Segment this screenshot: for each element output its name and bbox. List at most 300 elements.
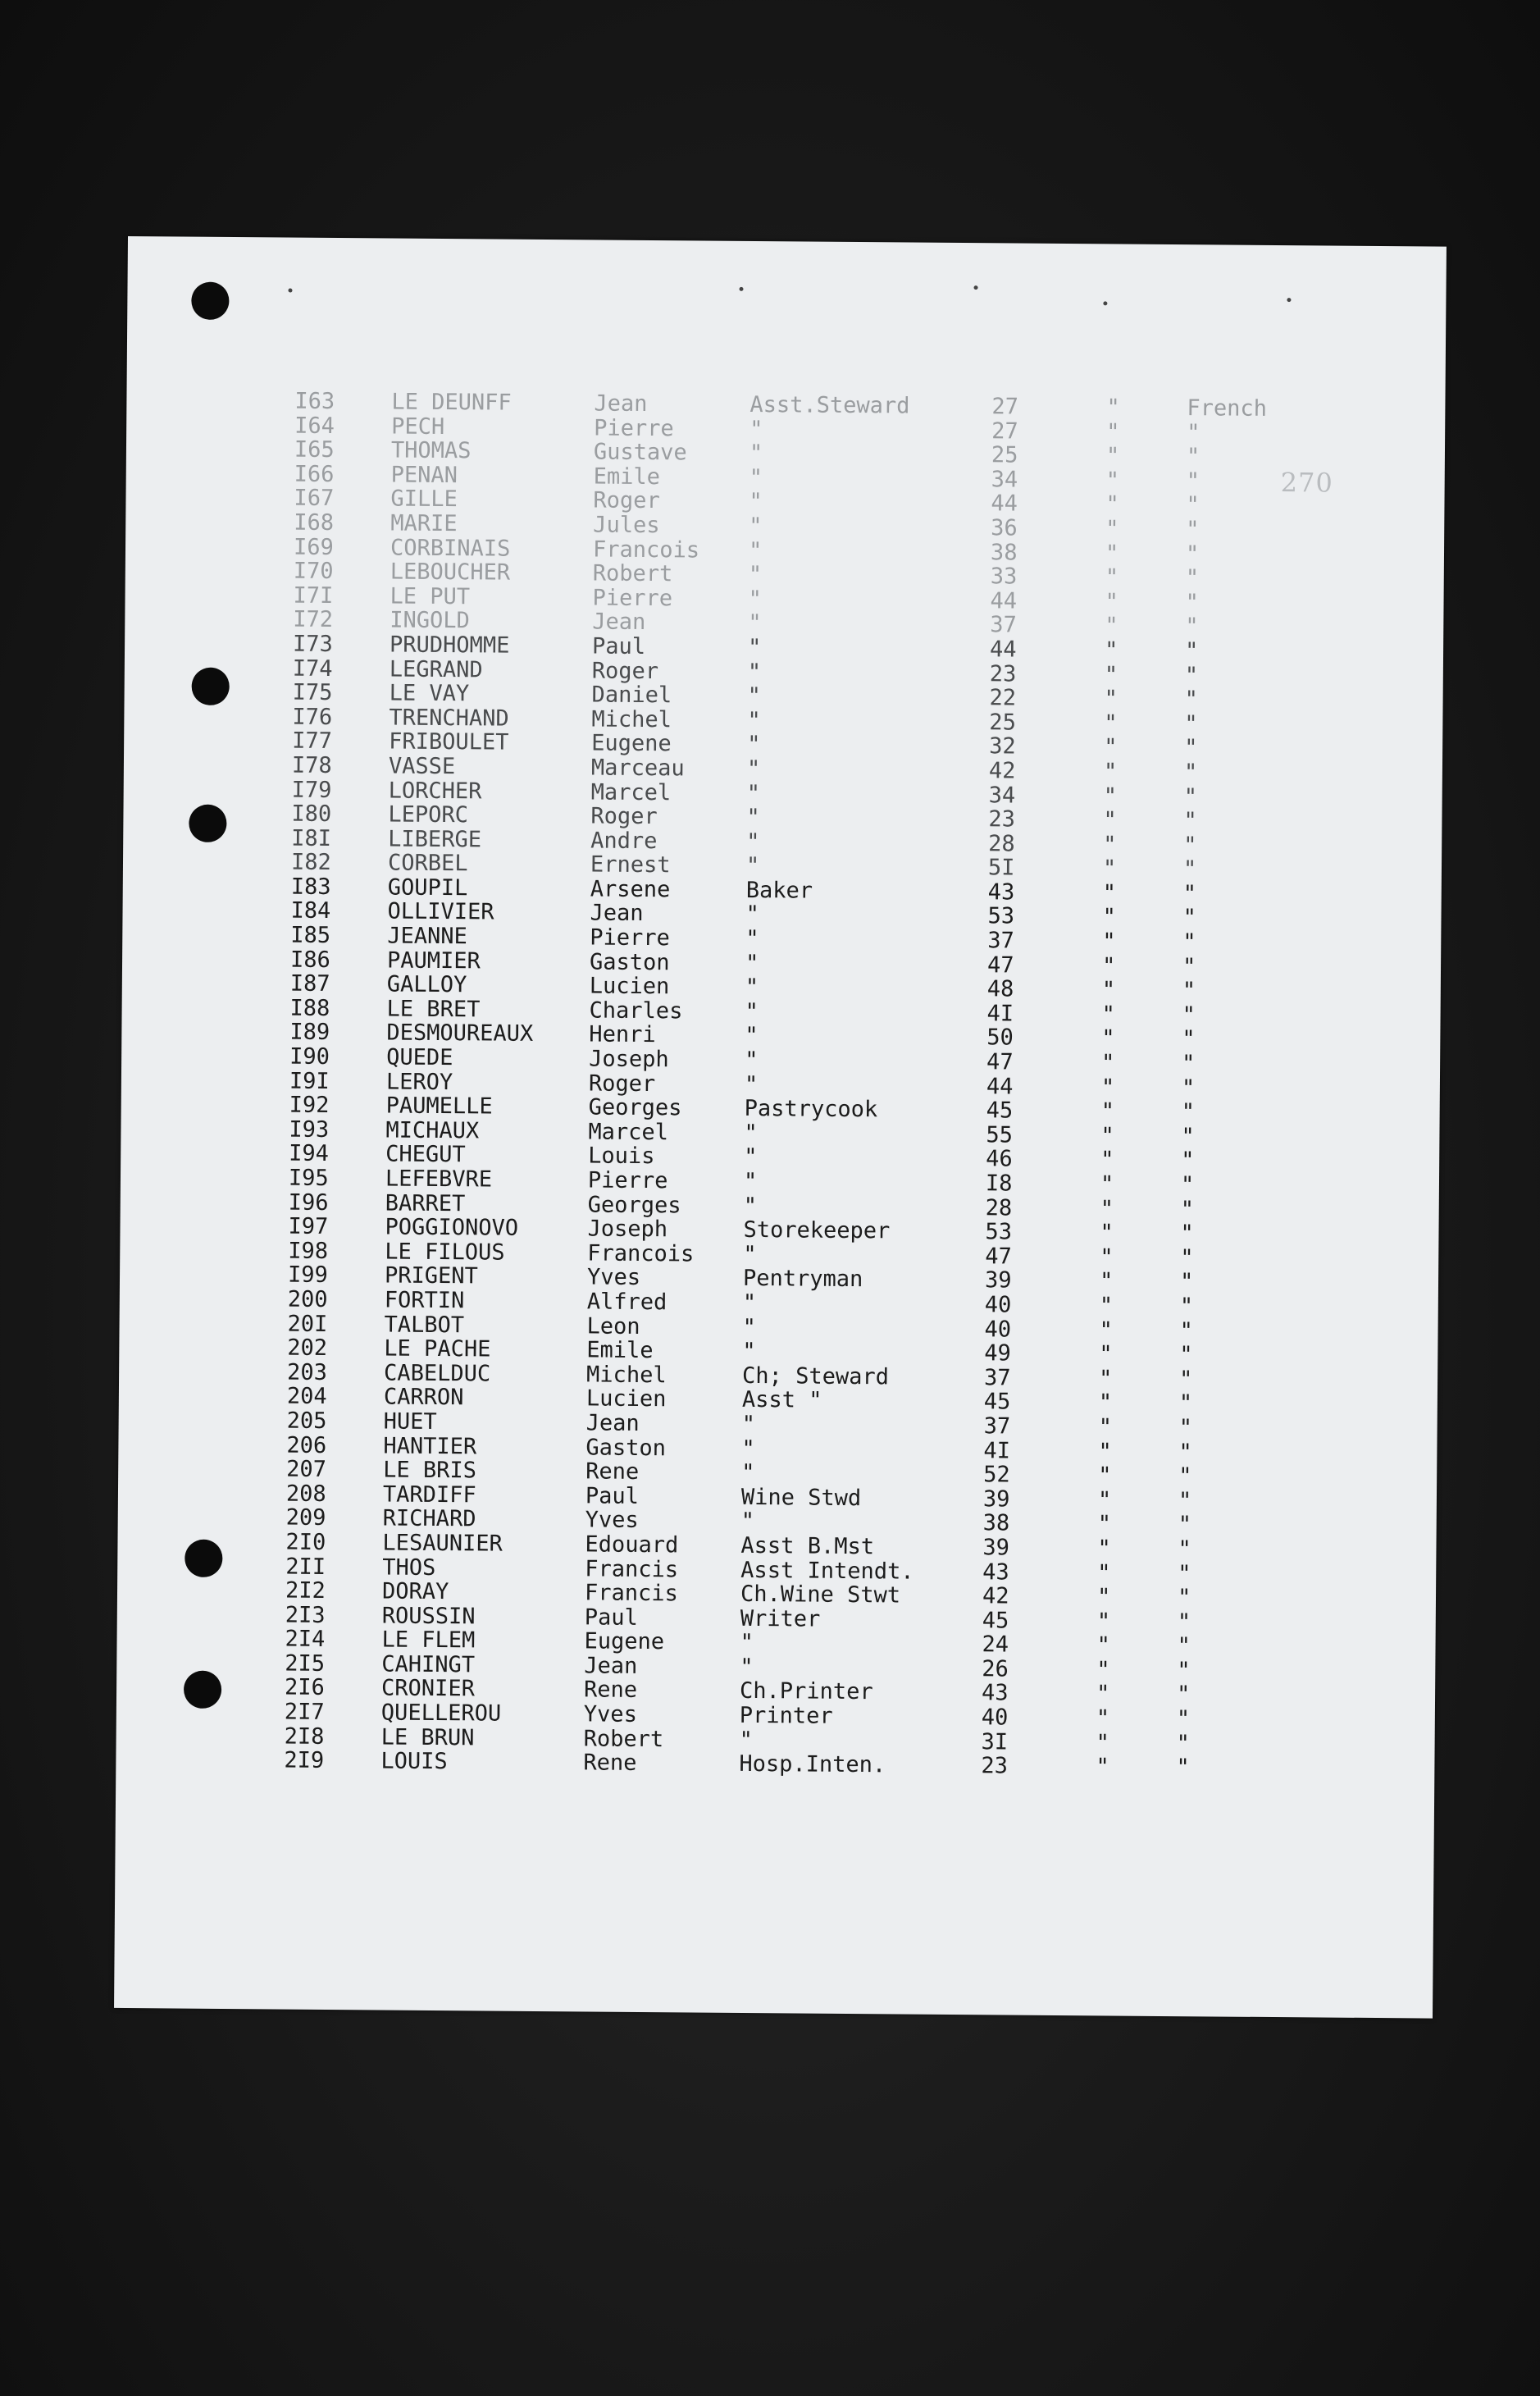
first-name: Pierre [594, 415, 674, 441]
ditto-mark: " [1098, 1366, 1113, 1392]
nationality: " [1182, 856, 1197, 883]
first-name: Daniel [591, 682, 672, 709]
age: 22 [989, 685, 1017, 711]
nationality: " [1186, 468, 1201, 495]
surname: ROUSSIN [381, 1603, 476, 1630]
age: 39 [984, 1267, 1012, 1294]
first-name: Emile [586, 1337, 654, 1364]
entry-number: 202 [287, 1335, 328, 1362]
first-name: Emile [593, 463, 661, 490]
ditto-mark: " [1096, 1754, 1109, 1780]
nationality: " [1178, 1536, 1191, 1563]
ditto-mark: " [1102, 880, 1117, 906]
entry-number: I89 [289, 1020, 330, 1046]
age: 4I [983, 1437, 1011, 1464]
entry-number: 2I6 [284, 1675, 326, 1701]
surname: CHEGUT [385, 1141, 466, 1168]
age: 50 [986, 1025, 1014, 1051]
first-name: Alfred [586, 1289, 667, 1316]
entry-number: 207 [286, 1456, 327, 1483]
nationality: " [1176, 1730, 1190, 1756]
age: 47 [986, 952, 1014, 979]
ditto-mark: " [1098, 1438, 1112, 1464]
age: 27 [991, 394, 1019, 420]
nationality: " [1177, 1633, 1191, 1659]
nationality: " [1184, 710, 1198, 737]
ditto-mark: " [1103, 807, 1117, 833]
first-name: Robert [583, 1726, 664, 1752]
first-name: Michel [585, 1362, 667, 1388]
ditto-mark: " [1105, 443, 1120, 469]
age: 52 [983, 1462, 1010, 1488]
ditto-mark: " [1096, 1681, 1110, 1707]
first-name: Jules [593, 512, 660, 539]
nationality: " [1180, 1221, 1194, 1247]
first-name: Louis [588, 1143, 655, 1170]
surname: QUEDE [386, 1044, 453, 1071]
rating: " [746, 755, 761, 782]
age: 39 [982, 1535, 1010, 1561]
first-name: Marcel [588, 1119, 669, 1146]
nationality: " [1185, 589, 1199, 616]
first-name: Joseph [587, 1216, 668, 1243]
nationality: " [1177, 1585, 1191, 1611]
ditto-mark: " [1105, 516, 1119, 542]
ditto-mark: " [1105, 540, 1119, 567]
rating: Asst.Steward [749, 391, 910, 419]
nationality: " [1176, 1755, 1190, 1781]
surname: HANTIER [383, 1433, 477, 1459]
entry-number: I9I [289, 1068, 330, 1094]
first-name: Paul [585, 1483, 640, 1509]
entry-number: 2I9 [284, 1747, 325, 1774]
entry-number: I63 [294, 388, 335, 414]
first-name: Roger [590, 803, 658, 830]
binder-hole [192, 668, 230, 705]
age: 28 [988, 830, 1015, 857]
rating: Baker [745, 877, 813, 904]
nationality: " [1178, 1415, 1193, 1441]
ditto-mark: " [1100, 1098, 1115, 1125]
entry-number: I83 [290, 874, 331, 900]
entry-number: I87 [289, 970, 330, 997]
entry-number: I76 [292, 704, 333, 730]
surname: JEANNE [387, 923, 467, 950]
rating: " [749, 489, 763, 515]
ditto-mark: " [1099, 1317, 1113, 1344]
surname: LE BRIS [383, 1457, 477, 1484]
entry-number: 206 [286, 1432, 327, 1458]
age: 4I [986, 1001, 1014, 1027]
surname: LEGRAND [389, 656, 483, 682]
age: 40 [981, 1705, 1009, 1731]
rating: " [747, 634, 762, 661]
nationality: " [1177, 1609, 1191, 1635]
nationality: " [1179, 1342, 1193, 1368]
ditto-mark: " [1102, 856, 1117, 882]
rating: " [747, 659, 762, 685]
entry-number: 200 [287, 1286, 328, 1312]
nationality: " [1185, 541, 1200, 567]
age: 44 [991, 491, 1018, 517]
surname: LEFEBVRE [385, 1166, 493, 1193]
surname: GOUPIL [387, 874, 468, 901]
ditto-mark: " [1096, 1584, 1111, 1610]
ditto-mark: " [1100, 1147, 1114, 1173]
rating: " [746, 828, 760, 855]
nationality: " [1180, 1244, 1194, 1271]
speck [1103, 301, 1107, 305]
ditto-mark: " [1106, 418, 1120, 445]
entry-number: I97 [288, 1213, 329, 1240]
nationality: " [1182, 905, 1196, 931]
age: 37 [990, 612, 1017, 638]
binder-hole [189, 805, 226, 842]
entry-number: I79 [291, 777, 332, 803]
ditto-mark: " [1096, 1729, 1109, 1756]
ditto-mark: " [1104, 686, 1118, 712]
entry-number: I99 [287, 1262, 328, 1289]
crew-list [284, 390, 1278, 1781]
age: 23 [981, 1753, 1009, 1779]
ditto-mark: " [1098, 1463, 1112, 1489]
first-name: Marceau [590, 755, 685, 782]
rating: " [742, 1289, 757, 1317]
ditto-mark: " [1099, 1268, 1114, 1294]
nationality: " [1185, 565, 1200, 591]
age: 39 [982, 1486, 1010, 1513]
nationality: " [1181, 1148, 1195, 1174]
age: 42 [988, 758, 1016, 784]
rating: " [745, 950, 759, 976]
nationality: " [1184, 662, 1199, 688]
age: 37 [983, 1413, 1011, 1440]
first-name: Robert [592, 560, 673, 587]
nationality: " [1181, 1075, 1196, 1101]
nationality: " [1181, 1123, 1195, 1150]
age: 40 [984, 1316, 1012, 1343]
age: 37 [987, 928, 1014, 954]
entry-number: I66 [294, 461, 335, 487]
age: 47 [985, 1244, 1012, 1270]
surname: CAHINGT [381, 1651, 476, 1678]
rating: " [747, 683, 762, 710]
binder-hole [184, 1671, 221, 1709]
ditto-mark: " [1104, 637, 1119, 664]
surname: LESAUNIER [382, 1530, 503, 1557]
entry-number: I64 [294, 413, 335, 439]
age: 53 [987, 903, 1015, 929]
rating: " [748, 610, 762, 637]
nationality: " [1178, 1560, 1191, 1586]
entry-number: I69 [293, 534, 334, 560]
surname: MICHAUX [385, 1117, 480, 1144]
nationality: " [1181, 1051, 1196, 1077]
ditto-mark: " [1098, 1414, 1113, 1440]
entry-number: 20I [287, 1311, 328, 1337]
surname: QUELLEROU [380, 1700, 502, 1727]
nationality: " [1182, 881, 1197, 907]
surname: LEBOUCHER [390, 559, 511, 586]
rating: Pastrycook [744, 1096, 878, 1123]
age: 44 [989, 637, 1017, 663]
nationality: " [1181, 1099, 1196, 1125]
ditto-mark: " [1103, 783, 1118, 809]
document-page [114, 236, 1447, 2019]
surname: LE FILOUS [385, 1239, 505, 1266]
ditto-mark: " [1105, 564, 1119, 591]
surname: PAUMELLE [385, 1093, 493, 1120]
first-name: Joseph [589, 1046, 669, 1073]
surname: PRUDHOMME [389, 632, 510, 659]
entry-number: I82 [290, 849, 331, 876]
nationality: " [1178, 1366, 1193, 1392]
surname: VASSE [388, 753, 456, 780]
rating: " [740, 1654, 754, 1680]
first-name: Leon [586, 1312, 640, 1339]
surname: GALLOY [386, 971, 467, 998]
rating: " [742, 1314, 756, 1340]
surname: DESMOUREAUX [386, 1020, 534, 1047]
rating: " [743, 1193, 758, 1219]
entry-number: I70 [293, 558, 334, 585]
nationality: " [1184, 735, 1198, 761]
nationality: " [1178, 1463, 1192, 1490]
age: 5I [987, 855, 1015, 881]
age: 43 [981, 1680, 1009, 1706]
nationality: " [1187, 419, 1201, 445]
surname: TARDIFF [382, 1481, 476, 1508]
first-name: Roger [588, 1070, 656, 1097]
ditto-mark: " [1105, 468, 1120, 494]
rating: Printer [739, 1702, 833, 1729]
ditto-mark: " [1099, 1293, 1114, 1319]
entry-number: I80 [291, 801, 332, 828]
first-name: Michel [591, 706, 672, 732]
entry-number: 205 [286, 1408, 327, 1434]
surname: TALBOT [384, 1312, 465, 1338]
rating: " [747, 732, 761, 758]
age: 55 [986, 1122, 1014, 1148]
entry-number: I78 [291, 752, 332, 778]
surname: LE PUT [390, 583, 471, 610]
surname: LE VAY [389, 680, 470, 707]
surname: PENAN [390, 462, 458, 488]
ditto-mark: " [1097, 1487, 1112, 1513]
ditto-mark: " [1103, 832, 1117, 858]
entry-number: I88 [289, 995, 330, 1021]
nationality: " [1180, 1172, 1195, 1198]
nationality: " [1182, 1002, 1196, 1029]
first-name: Gaston [585, 1434, 667, 1461]
entry-number: 2I7 [284, 1699, 325, 1725]
first-name: Marcel [590, 778, 672, 806]
age: 36 [991, 515, 1018, 541]
first-name: Ernest [590, 851, 671, 879]
age: 48 [986, 976, 1014, 1002]
first-name: Georges [587, 1192, 681, 1218]
nationality: " [1183, 808, 1197, 834]
surname: LE PACHE [384, 1335, 491, 1362]
entry-number: I92 [289, 1092, 330, 1119]
age: 45 [982, 1607, 1009, 1634]
surname: DORAY [381, 1578, 449, 1605]
age: 42 [982, 1583, 1009, 1609]
binder-hole [191, 282, 229, 320]
first-name: Francis [584, 1580, 678, 1607]
surname: LOUIS [380, 1748, 448, 1775]
nationality: " [1185, 614, 1199, 640]
surname: LIBERGE [388, 826, 482, 853]
first-name: Rene [583, 1677, 638, 1704]
surname: THOS [382, 1554, 436, 1581]
ditto-mark: " [1105, 589, 1119, 615]
first-name: Arsene [590, 876, 671, 903]
surname: PECH [391, 413, 445, 440]
surname: LE DEUNFF [391, 389, 512, 416]
nationality: " [1176, 1682, 1191, 1708]
entry-number: 2I2 [285, 1577, 326, 1604]
surname: LEROY [385, 1069, 453, 1095]
rating: " [740, 1508, 755, 1535]
first-name: Georges [588, 1094, 682, 1121]
rating: " [744, 1120, 758, 1146]
ditto-mark: " [1105, 491, 1119, 518]
surname: PRIGENT [384, 1262, 478, 1289]
speck [1287, 298, 1291, 302]
first-name: Paul [584, 1604, 638, 1631]
nationality: " [1186, 492, 1200, 518]
rating: " [744, 1144, 758, 1171]
first-name: Charles [589, 997, 683, 1025]
rating: " [746, 805, 760, 831]
ditto-mark: " [1102, 904, 1116, 930]
ditto-mark: " [1100, 1244, 1114, 1271]
entry-number: I75 [292, 679, 333, 706]
ditto-mark: " [1101, 953, 1116, 979]
surname: POGGIONOVO [385, 1214, 519, 1241]
first-name: Jean [590, 900, 644, 927]
nationality: " [1182, 1026, 1196, 1052]
rating: " [749, 416, 763, 442]
ditto-mark: " [1098, 1390, 1113, 1416]
age: 38 [990, 539, 1018, 566]
entry-number: I94 [289, 1140, 330, 1167]
nationality: " [1186, 444, 1201, 470]
speck [288, 289, 292, 293]
nationality: " [1184, 687, 1198, 713]
rating: " [745, 926, 759, 952]
ditto-mark: " [1101, 1002, 1115, 1028]
age: 24 [982, 1632, 1009, 1658]
ditto-mark: " [1096, 1657, 1110, 1683]
ditto-mark: " [1104, 710, 1118, 737]
surname: LE BRUN [380, 1724, 475, 1751]
age: 44 [986, 1073, 1014, 1100]
entry-number: I67 [294, 485, 335, 512]
ditto-mark: " [1096, 1632, 1110, 1659]
speck [739, 287, 743, 291]
rating: " [743, 1241, 757, 1267]
age: 34 [988, 782, 1016, 809]
surname: CORBEL [387, 850, 468, 877]
first-name: Yves [585, 1507, 639, 1534]
age: 46 [986, 1146, 1013, 1172]
age: 49 [984, 1340, 1011, 1367]
age: 3I [981, 1728, 1009, 1755]
ditto-mark: " [1104, 661, 1119, 688]
first-name: Pierre [592, 585, 673, 611]
surname: LEPORC [388, 801, 469, 828]
first-name: Eugene [584, 1628, 665, 1655]
age: 33 [990, 564, 1018, 590]
entry-number: I8I [291, 825, 332, 851]
nationality: " [1179, 1269, 1194, 1295]
entry-number: I72 [293, 606, 334, 633]
nationality: " [1184, 638, 1199, 664]
entry-number: 2I3 [285, 1602, 326, 1628]
entry-number: 208 [285, 1481, 326, 1507]
surname: CRONIER [380, 1675, 476, 1702]
surname: MARIE [390, 510, 458, 537]
entry-number: I93 [289, 1116, 330, 1143]
surname: BARRET [385, 1190, 466, 1216]
rating: " [747, 707, 761, 733]
ditto-mark: " [1101, 977, 1116, 1003]
ditto-mark: " [1100, 1220, 1114, 1246]
age: 27 [991, 418, 1018, 445]
nationality: " [1182, 929, 1196, 956]
rating: " [748, 562, 763, 588]
first-name: Rene [585, 1458, 640, 1486]
entry-number: I95 [288, 1165, 329, 1191]
ditto-mark: " [1097, 1536, 1111, 1562]
surname: CABELDUC [384, 1360, 491, 1387]
page-number-stamp: 270 [1280, 467, 1333, 499]
ditto-mark: " [1100, 1074, 1115, 1101]
rating: " [745, 974, 759, 1001]
rating: " [745, 998, 759, 1025]
ditto-mark: " [1104, 734, 1118, 760]
first-name: Jean [585, 1410, 640, 1436]
rating: Writer [740, 1605, 821, 1632]
surname: THOMAS [390, 437, 472, 464]
ditto-mark: " [1096, 1705, 1110, 1732]
surname: FRIBOULET [389, 728, 509, 755]
surname: PAUMIER [386, 947, 481, 974]
nationality: " [1178, 1512, 1192, 1538]
nationality: " [1178, 1487, 1192, 1513]
surname: CARRON [383, 1384, 464, 1411]
first-name: Andre [590, 828, 658, 854]
surname: LE FLEM [381, 1627, 476, 1654]
surname: TRENCHAND [389, 705, 509, 732]
rating: Pentryman [742, 1266, 863, 1293]
entry-number: 2I5 [285, 1650, 326, 1677]
age: 40 [984, 1292, 1012, 1318]
entry-number: 2I4 [285, 1626, 326, 1653]
first-name: Pierre [587, 1167, 668, 1194]
entry-number: I7I [293, 582, 334, 609]
entry-number: I68 [294, 509, 335, 536]
age: 23 [988, 806, 1016, 833]
surname: OLLIVIER [387, 898, 494, 926]
age: 45 [986, 1098, 1014, 1124]
first-name: Lucien [585, 1385, 667, 1412]
speck [974, 285, 978, 290]
entry-number: 2I8 [284, 1723, 325, 1750]
ditto-mark: " [1102, 929, 1116, 955]
